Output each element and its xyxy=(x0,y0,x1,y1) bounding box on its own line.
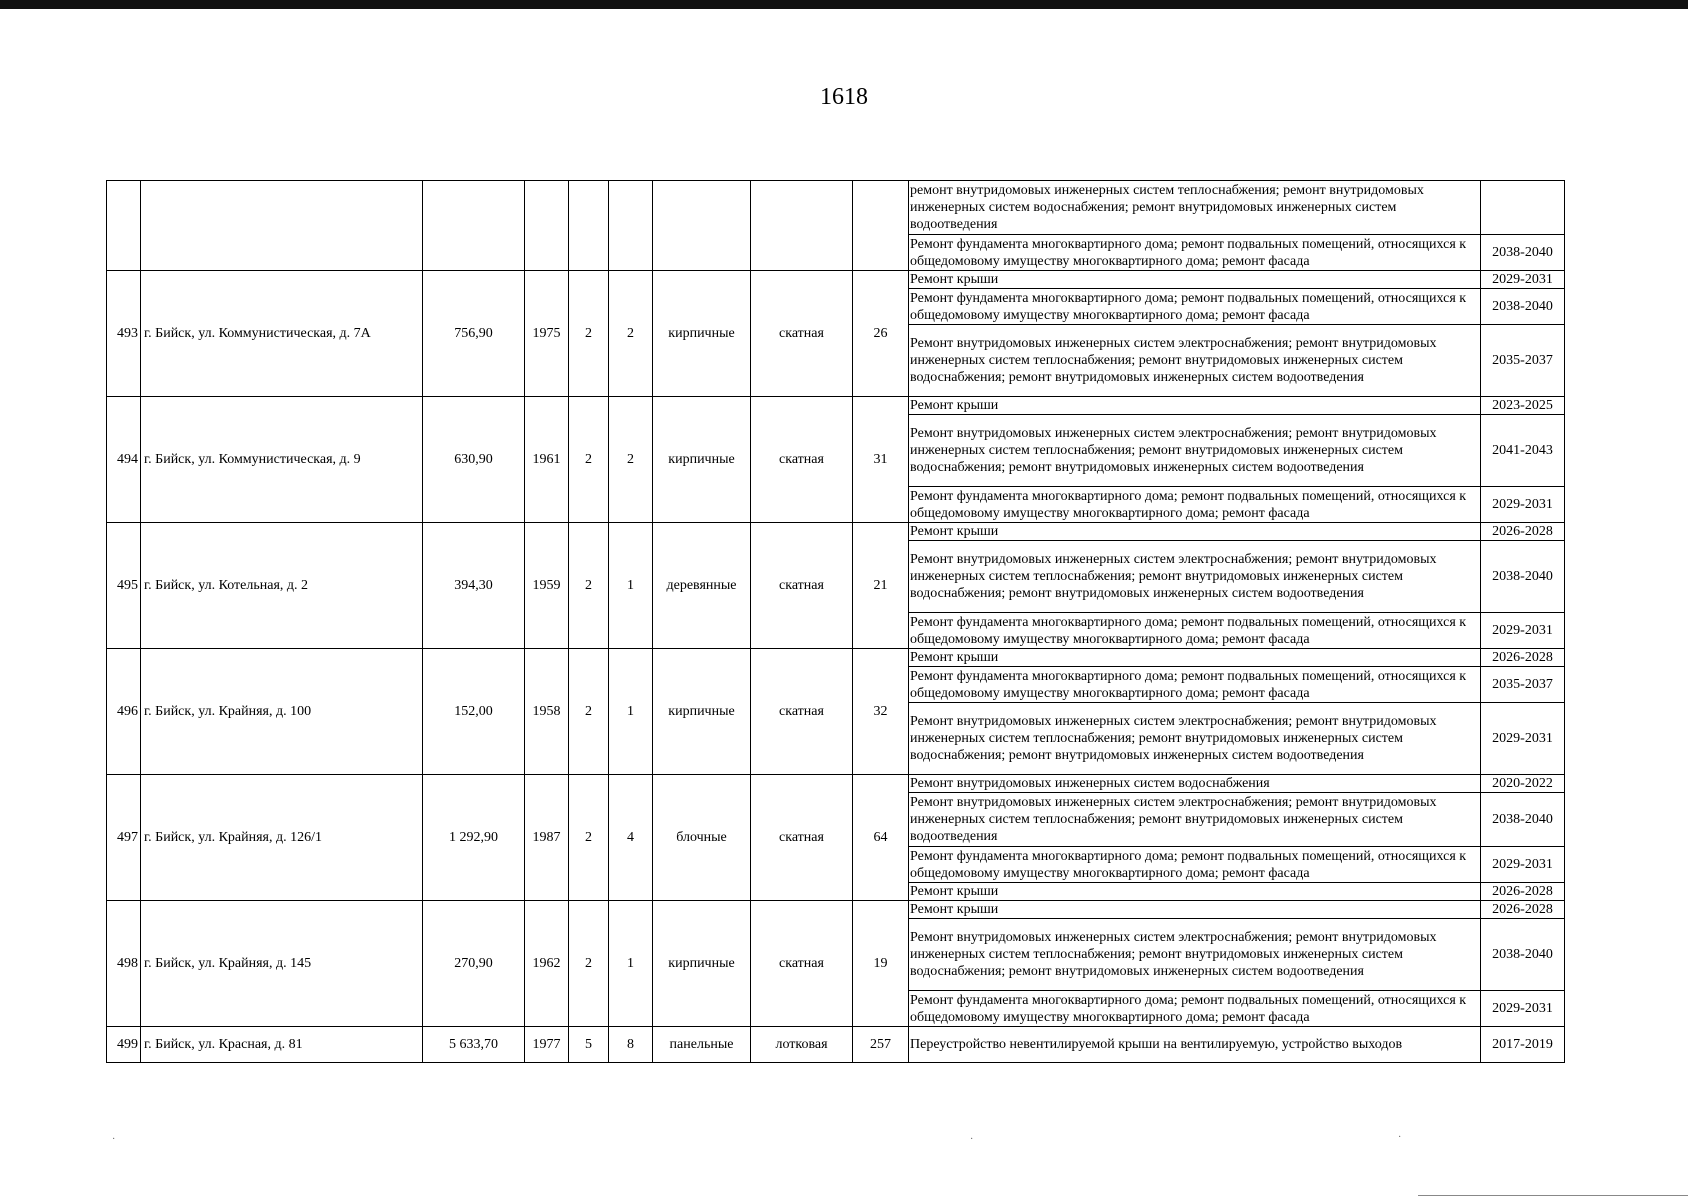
wall-material: блочные xyxy=(653,775,751,901)
work-description: Ремонт внутридомовых инженерных систем электроснабжения; ремонт внутридомовых инженерных систем теплоснабжения; ремонт внутридомовых инженерных систем водоснабжения; ремонт внутридомовых инженерных систем водоотведения xyxy=(909,541,1481,613)
work-period: 2023-2025 xyxy=(1481,397,1565,415)
wall-material: панельные xyxy=(653,1027,751,1063)
empty-cell xyxy=(751,181,853,271)
work-description: Ремонт внутридомовых инженерных систем электроснабжения; ремонт внутридомовых инженерных систем теплоснабжения; ремонт внутридомовых инженерных систем водоснабжения; ремонт внутридомовых инженерных систем водоотведения xyxy=(909,415,1481,487)
table-row xyxy=(107,397,1565,415)
build-year: 1958 xyxy=(525,649,569,775)
entrances: 2 xyxy=(609,271,653,397)
wall-material: деревянные xyxy=(653,523,751,649)
residents: 31 xyxy=(853,397,909,523)
address: г. Бийск, ул. Крайняя, д. 145 xyxy=(141,901,423,1027)
repair-program-table xyxy=(106,180,1565,1063)
address: г. Бийск, ул. Котельная, д. 2 xyxy=(141,523,423,649)
address: г. Бийск, ул. Коммунистическая, д. 9 xyxy=(141,397,423,523)
work-period xyxy=(1481,181,1565,235)
work-description: Ремонт фундамента многоквартирного дома; ремонт подвальных помещений, относящихся к общедомовому имуществу многоквартирного дома; ремонт фасада xyxy=(909,667,1481,703)
total-area: 756,90 xyxy=(423,271,525,397)
empty-cell xyxy=(525,181,569,271)
roof-type: скатная xyxy=(751,901,853,1027)
work-description: Ремонт фундамента многоквартирного дома; ремонт подвальных помещений, относящихся к общедомовому имуществу многоквартирного дома; ремонт фасада xyxy=(909,487,1481,523)
row-number: 494 xyxy=(107,397,141,523)
page-number: 1618 xyxy=(820,84,868,110)
work-period: 2029-2031 xyxy=(1481,613,1565,649)
total-area: 630,90 xyxy=(423,397,525,523)
work-description: Ремонт внутридомовых инженерных систем электроснабжения; ремонт внутридомовых инженерных систем теплоснабжения; ремонт внутридомовых инженерных систем водоснабжения; ремонт внутридомовых инженерных систем водоотведения xyxy=(909,703,1481,775)
work-description: Ремонт внутридомовых инженерных систем электроснабжения; ремонт внутридомовых инженерных систем теплоснабжения; ремонт внутридомовых инженерных систем водоотведения xyxy=(909,793,1481,847)
wall-material: кирпичные xyxy=(653,397,751,523)
work-period: 2029-2031 xyxy=(1481,487,1565,523)
floors: 2 xyxy=(569,649,609,775)
entrances: 2 xyxy=(609,397,653,523)
work-period: 2020-2022 xyxy=(1481,775,1565,793)
empty-cell xyxy=(141,181,423,271)
work-period: 2035-2037 xyxy=(1481,325,1565,397)
work-description: Ремонт фундамента многоквартирного дома; ремонт подвальных помещений, относящихся к общедомовому имуществу многоквартирного дома; ремонт фасада xyxy=(909,847,1481,883)
empty-cell xyxy=(107,181,141,271)
work-description: Ремонт фундамента многоквартирного дома; ремонт подвальных помещений, относящихся к общедомовому имуществу многоквартирного дома; ремонт фасада xyxy=(909,613,1481,649)
work-description: Ремонт внутридомовых инженерных систем электроснабжения; ремонт внутридомовых инженерных систем теплоснабжения; ремонт внутридомовых инженерных систем водоснабжения; ремонт внутридомовых инженерных систем водоотведения xyxy=(909,325,1481,397)
total-area: 1 292,90 xyxy=(423,775,525,901)
entrances: 8 xyxy=(609,1027,653,1063)
scan-speck: · xyxy=(1398,1132,1402,1143)
floors: 2 xyxy=(569,523,609,649)
empty-cell xyxy=(423,181,525,271)
work-period: 2035-2037 xyxy=(1481,667,1565,703)
build-year: 1975 xyxy=(525,271,569,397)
scan-speck: · xyxy=(970,1134,974,1145)
work-description: Ремонт внутридомовых инженерных систем водоснабжения xyxy=(909,775,1481,793)
residents: 64 xyxy=(853,775,909,901)
roof-type: скатная xyxy=(751,649,853,775)
work-period: 2038-2040 xyxy=(1481,289,1565,325)
row-number: 498 xyxy=(107,901,141,1027)
scan-top-border xyxy=(0,0,1688,9)
row-number: 499 xyxy=(107,1027,141,1063)
work-period: 2038-2040 xyxy=(1481,919,1565,991)
table-row xyxy=(107,271,1565,289)
residents: 32 xyxy=(853,649,909,775)
work-description: Ремонт фундамента многоквартирного дома; ремонт подвальных помещений, относящихся к общедомовому имуществу многоквартирного дома; ремонт фасада xyxy=(909,235,1481,271)
wall-material: кирпичные xyxy=(653,901,751,1027)
build-year: 1959 xyxy=(525,523,569,649)
wall-material: кирпичные xyxy=(653,649,751,775)
build-year: 1987 xyxy=(525,775,569,901)
work-period: 2038-2040 xyxy=(1481,541,1565,613)
work-description: Ремонт крыши xyxy=(909,523,1481,541)
table-row xyxy=(107,1027,1565,1063)
floors: 5 xyxy=(569,1027,609,1063)
work-description: Ремонт крыши xyxy=(909,901,1481,919)
work-period: 2017-2019 xyxy=(1481,1027,1565,1063)
empty-cell xyxy=(853,181,909,271)
row-number: 493 xyxy=(107,271,141,397)
total-area: 394,30 xyxy=(423,523,525,649)
work-description: Ремонт крыши xyxy=(909,649,1481,667)
total-area: 270,90 xyxy=(423,901,525,1027)
address: г. Бийск, ул. Крайняя, д. 126/1 xyxy=(141,775,423,901)
table-row xyxy=(107,901,1565,919)
work-period: 2029-2031 xyxy=(1481,271,1565,289)
roof-type: скатная xyxy=(751,397,853,523)
work-period: 2026-2028 xyxy=(1481,649,1565,667)
scan-edge-line xyxy=(1418,1195,1688,1196)
entrances: 1 xyxy=(609,649,653,775)
residents: 26 xyxy=(853,271,909,397)
entrances: 4 xyxy=(609,775,653,901)
roof-type: скатная xyxy=(751,271,853,397)
entrances: 1 xyxy=(609,901,653,1027)
work-description: Ремонт крыши xyxy=(909,271,1481,289)
work-description: Ремонт фундамента многоквартирного дома; ремонт подвальных помещений, относящихся к общедомовому имуществу многоквартирного дома; ремонт фасада xyxy=(909,289,1481,325)
floors: 2 xyxy=(569,397,609,523)
work-description: Ремонт внутридомовых инженерных систем электроснабжения; ремонт внутридомовых инженерных систем теплоснабжения; ремонт внутридомовых инженерных систем водоснабжения; ремонт внутридомовых инженерных систем водоотведения xyxy=(909,919,1481,991)
empty-cell xyxy=(569,181,609,271)
row-number: 497 xyxy=(107,775,141,901)
scan-speck: · xyxy=(112,1134,116,1145)
work-period: 2029-2031 xyxy=(1481,847,1565,883)
total-area: 152,00 xyxy=(423,649,525,775)
table-row xyxy=(107,649,1565,667)
roof-type: лотковая xyxy=(751,1027,853,1063)
row-number: 496 xyxy=(107,649,141,775)
work-period: 2029-2031 xyxy=(1481,991,1565,1027)
table-row xyxy=(107,181,1565,235)
empty-cell xyxy=(653,181,751,271)
floors: 2 xyxy=(569,775,609,901)
work-period: 2041-2043 xyxy=(1481,415,1565,487)
address: г. Бийск, ул. Красная, д. 81 xyxy=(141,1027,423,1063)
build-year: 1961 xyxy=(525,397,569,523)
residents: 19 xyxy=(853,901,909,1027)
work-period: 2026-2028 xyxy=(1481,883,1565,901)
empty-cell xyxy=(609,181,653,271)
work-period: 2038-2040 xyxy=(1481,793,1565,847)
floors: 2 xyxy=(569,271,609,397)
residents: 257 xyxy=(853,1027,909,1063)
row-number: 495 xyxy=(107,523,141,649)
work-description: Ремонт крыши xyxy=(909,397,1481,415)
table-row xyxy=(107,775,1565,793)
table-row xyxy=(107,523,1565,541)
work-period: 2038-2040 xyxy=(1481,235,1565,271)
build-year: 1977 xyxy=(525,1027,569,1063)
work-period: 2029-2031 xyxy=(1481,703,1565,775)
address: г. Бийск, ул. Коммунистическая, д. 7А xyxy=(141,271,423,397)
entrances: 1 xyxy=(609,523,653,649)
floors: 2 xyxy=(569,901,609,1027)
residents: 21 xyxy=(853,523,909,649)
roof-type: скатная xyxy=(751,523,853,649)
work-period: 2026-2028 xyxy=(1481,901,1565,919)
address: г. Бийск, ул. Крайняя, д. 100 xyxy=(141,649,423,775)
work-description: Ремонт крыши xyxy=(909,883,1481,901)
roof-type: скатная xyxy=(751,775,853,901)
work-description: Ремонт фундамента многоквартирного дома; ремонт подвальных помещений, относящихся к общедомовому имуществу многоквартирного дома; ремонт фасада xyxy=(909,991,1481,1027)
work-description: Переустройство невентилируемой крыши на вентилируемую, устройство выходов xyxy=(909,1027,1481,1063)
wall-material: кирпичные xyxy=(653,271,751,397)
work-description: ремонт внутридомовых инженерных систем теплоснабжения; ремонт внутридомовых инженерных систем водоснабжения; ремонт внутридомовых инженерных систем водоотведения xyxy=(909,181,1481,235)
total-area: 5 633,70 xyxy=(423,1027,525,1063)
work-period: 2026-2028 xyxy=(1481,523,1565,541)
build-year: 1962 xyxy=(525,901,569,1027)
